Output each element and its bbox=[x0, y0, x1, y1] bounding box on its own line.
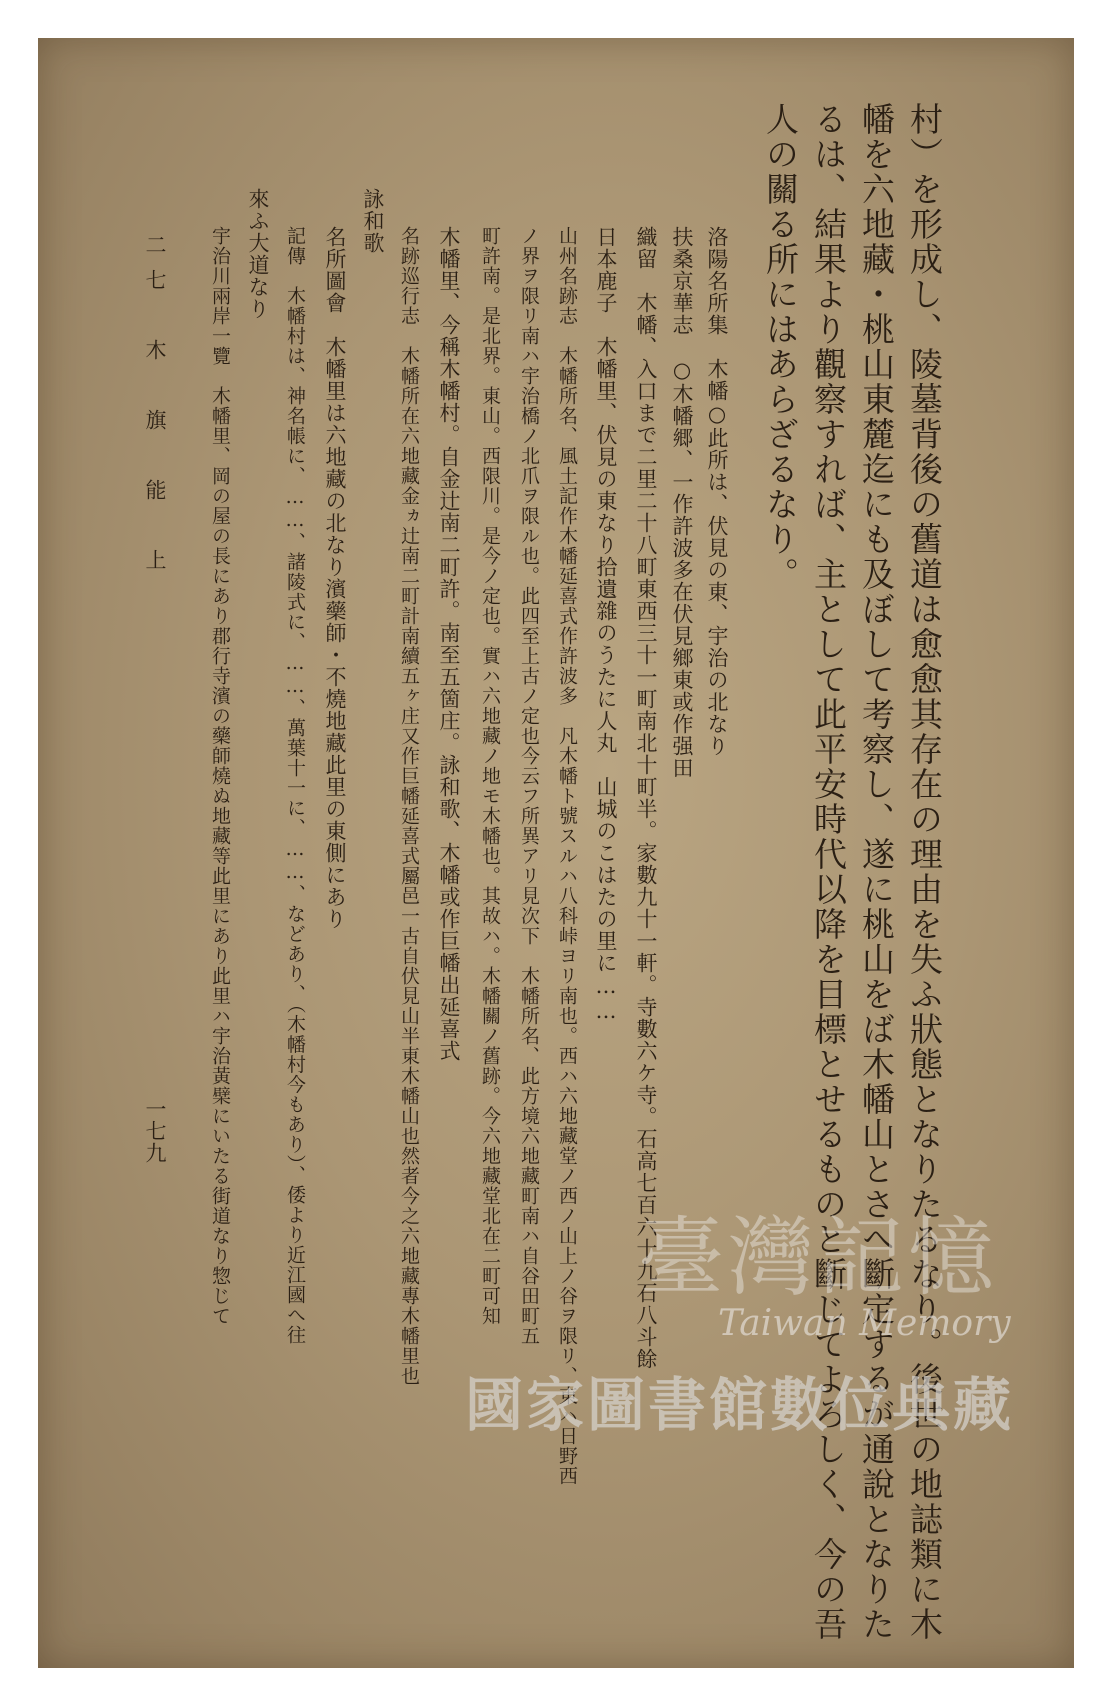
book-page bbox=[38, 38, 1074, 1668]
citation-col: 詠和歌 bbox=[361, 188, 385, 254]
citation-col: 記傳 木幡村は、神名帳に、……、諸陵式に、……、萬葉十一に、……、などあり、（木幡村今もあり）、倭より近江國へ往 bbox=[284, 226, 306, 1345]
citation-col: 名跡巡行志 木幡所在六地藏金ヵ辻南二町計南續五ヶ庄又作巨幡延喜式屬邑一古自伏見山半東木幡山也然者今之六地藏專木幡里也 bbox=[398, 226, 420, 1386]
watermark-english: Taiwan Memory bbox=[718, 1303, 1011, 1344]
citation-col: 山州名跡志 木幡所名、風土記作木幡延喜式作許波多 凡木幡ト號スルハ八科峠ヨリ南也。西ハ六地藏堂ノ西ノ山上ノ谷ヲ限リ、東ハ日野西 bbox=[556, 226, 578, 1486]
main-text-col-1: 村）を形成し、陵墓背後の舊道は愈愈其存在の理由を失ふ狀態となりたるなり。後世の地誌類に木 bbox=[905, 102, 944, 1642]
citation-col: 名所圖會 木幡里は六地藏の北なり濱藥師・不燒地藏此里の東側にあり bbox=[323, 226, 347, 930]
citation-col: 織留 木幡、入口まで二里二十八町東西三十一町南北十町半。家數九十一軒。寺數六ケ寺。石高七百六十九石八斗餘 bbox=[634, 226, 658, 1370]
citation-col: 洛陽名所集 木幡○此所は、伏見の東、宇治の北なり bbox=[705, 226, 729, 757]
main-text-col-2: 幡を六地藏・桃山東麓迄にも及ぼして考察し、遂に桃山をば木幡山とさへ斷定するが通說となりた bbox=[857, 102, 896, 1642]
page-number: 一七九 bbox=[143, 1098, 167, 1164]
main-text-col-4: 人の關る所にはあらざるなり。 bbox=[761, 102, 800, 592]
watermark-library: 國家圖書館數位典藏 bbox=[465, 1371, 1015, 1439]
citation-col: 來ふ大道なり bbox=[246, 188, 270, 320]
main-text-col-3: るは、結果より觀察すれば、主として此平安時代以降を目標とせるものと斷じてよろしく、今の吾 bbox=[809, 102, 848, 1642]
citation-col: 宇治川兩岸一覽 木幡里、岡の屋の長にあり郡行寺濱の藥師燒ぬ地藏等此里にあり此里ハ宇治黃檗にいたる街道なり惣じて bbox=[209, 226, 231, 1326]
citation-col: 日本鹿子 木幡里、伏見の東なり拾遺雜のうたに人丸 山城のこはたの里に…… bbox=[594, 226, 618, 1024]
citation-col: 木幡里、今稱木幡村。自金辻南二町許。南至五箇庄。詠和歌、木幡或作巨幡出延喜式 bbox=[437, 226, 461, 1062]
running-header: 二七 木 旗 能 上 bbox=[143, 234, 167, 584]
citation-col: ノ界ヲ限リ南ハ宇治橋ノ北爪ヲ限ル也。此四至上古ノ定也今云フ所異アリ見次下 木幡所名、此方境六地藏町南ハ自谷田町五 bbox=[518, 226, 540, 1346]
citation-col: 扶桑京華志 ○木幡郷、一作許波多在伏見鄉東或作强田 bbox=[670, 226, 694, 779]
citation-col: 町許南。是北界。東山。西限川。是今ノ定也。實ハ六地藏ノ地モ木幡也。其故ハ。木幡關ノ舊跡。今六地藏堂北在二町可知 bbox=[479, 226, 501, 1326]
watermark-logo: 臺灣記憶 bbox=[638, 1208, 998, 1308]
